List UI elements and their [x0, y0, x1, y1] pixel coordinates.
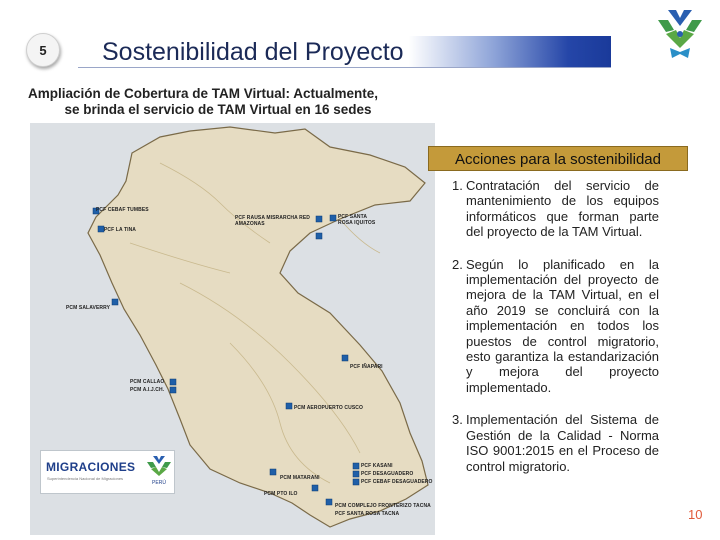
acciones-list: [452, 178, 659, 491]
page-number: 10: [688, 507, 703, 522]
sede-label: PCM CALLAO: [130, 379, 165, 385]
sede-marker: [312, 485, 318, 491]
sede-marker: [286, 403, 292, 409]
page-title: Sostenibilidad del Proyecto: [102, 38, 404, 66]
list-item-text: Según lo planificado en la implementación del proyecto de mejora de la TAM Virtual, en el año 2019 se concluirá con la implementación en todos los puestos de control migratorio, esto garantiza la estandarización y mejora del proyecto implementado.: [466, 256, 659, 395]
sede-label: PCF DESAGUADERO: [361, 471, 414, 477]
migraciones-logo-name: MIGRACIONES: [46, 460, 136, 474]
list-item-text: Contratación del servicio de mantenimiento de los equipos informáticos que forman parte del proyecto de la TAM Virtual.: [466, 178, 659, 240]
sede-label: PCF IÑAPARI: [350, 364, 383, 370]
sede-marker: [353, 479, 359, 485]
sede-marker: [170, 379, 176, 385]
sede-marker: [170, 387, 176, 393]
sede-label: PCM A.I.J.CH.: [130, 387, 165, 393]
slide-number: 5: [39, 42, 47, 58]
migraciones-logo-sub: PERÚ: [152, 480, 166, 486]
sede-marker: [326, 499, 332, 505]
slide-number-badge: [26, 33, 60, 67]
sede-marker: [316, 233, 322, 239]
subtitle-line-1: Ampliación de Cobertura de TAM Virtual: Actualmente,: [28, 86, 379, 101]
migraciones-logo-tagline: Superintendencia Nacional de Migraciones: [47, 476, 124, 481]
sede-label: PCM COMPLEJO FRONTERIZO TACNA: [335, 503, 431, 509]
migraciones-logo: [40, 450, 175, 494]
sede-label: PCF SANTA ROSA TACNA: [335, 511, 400, 517]
subtitle-line-2: se brinda el servicio de TAM Virtual en 16 sedes: [64, 102, 372, 117]
subtitle: [28, 86, 408, 118]
list-item-number: 2.: [452, 256, 463, 272]
sede-label: PCF RAUSA MISRARCHA RED AMAZONAS: [235, 215, 310, 227]
sede-label: PCF CEBAF TUMBES: [96, 207, 149, 213]
sede-label: PCM PTO ILO: [264, 491, 298, 497]
sede-marker: [112, 299, 118, 305]
sede-label: PCF CEBAF DESAGUADERO: [361, 479, 433, 485]
sede-marker: [270, 469, 276, 475]
sede-label: PCF LA TINA: [104, 227, 137, 233]
title-bar: [78, 36, 611, 68]
list-item: [452, 257, 659, 396]
list-item: [452, 412, 659, 474]
migraciones-mini-icon: [145, 454, 173, 486]
list-item-text: Implementación del Sistema de Gestión de la Calidad - Norma ISO 9001:2015 en el Proceso de control migratorio.: [466, 412, 659, 474]
sede-marker: [353, 463, 359, 469]
sede-marker: [316, 216, 322, 222]
sede-label: PCF SANTA ROSA IQUITOS: [338, 214, 376, 226]
migraciones-logo-icon: [650, 4, 710, 64]
sede-label: PCM MATARANI: [280, 475, 320, 481]
list-item-number: 3.: [452, 412, 463, 428]
sede-label: PCF KASANI: [361, 463, 393, 469]
acciones-header: [428, 146, 688, 171]
sede-label: PCM SALAVERRY: [66, 305, 111, 311]
sede-marker: [342, 355, 348, 361]
sede-marker: [353, 471, 359, 477]
sede-label: PCM AEROPUERTO CUSCO: [294, 405, 363, 411]
list-item-number: 1.: [452, 178, 463, 193]
acciones-title: Acciones para la sostenibilidad: [455, 151, 661, 168]
list-item: [452, 178, 659, 240]
sede-marker: [330, 215, 336, 221]
